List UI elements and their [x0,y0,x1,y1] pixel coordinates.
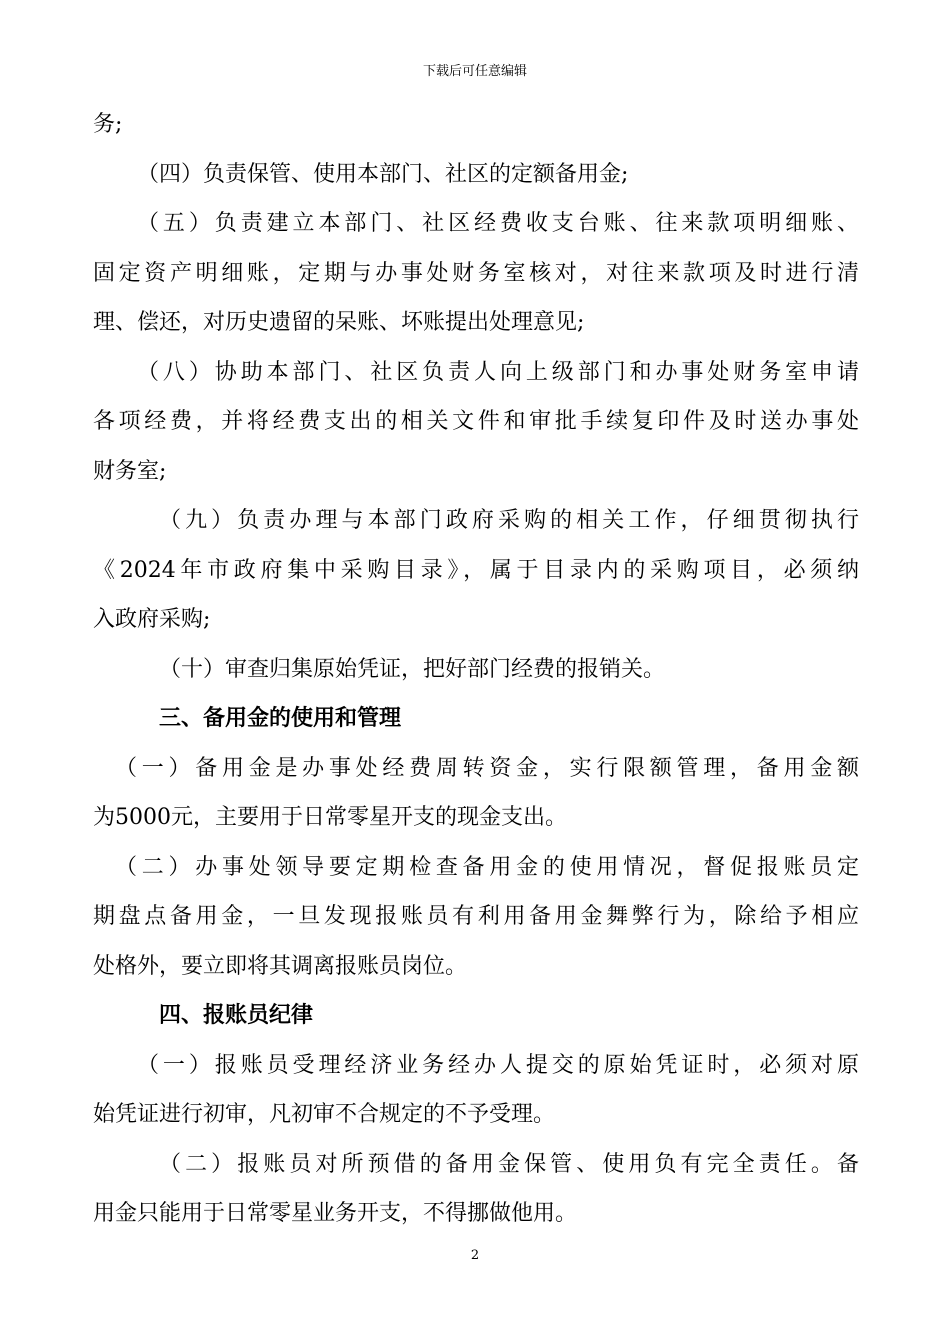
text-line: 期盘点备用金，一旦发现报账员有利用备用金舞弊行为，除给予相应 [93,904,859,929]
list-item-5: （五）负责建立本部门、社区经费收支台账、往来款项明细账、 [137,211,859,236]
text-line: 为5000元，主要用于日常零星开支的现金支出。 [93,805,567,830]
list-item-1: （一）报账员受理经济业务经办人提交的原始凭证时，必须对原 [137,1052,859,1078]
section-heading-3: 三、备用金的使用和管理 [159,706,402,731]
page-number: 2 [470,1248,480,1263]
text-line: 处格外，要立即将其调离报账员岗位。 [93,953,468,979]
list-item-8: （八）协助本部门、社区负责人向上级部门和办事处财务室申请 [137,359,859,385]
text-line: 《2024年市政府集中采购目录》，属于目录内的采购项目，必须纳 [93,557,859,583]
text-line: 财务室; [93,458,167,484]
page-header: 下载后可任意编辑 [422,64,527,79]
text-line: 始凭证进行初审，凡初审不合规定的不予受理。 [93,1102,556,1127]
section-heading-4: 四、报账员纪律 [159,1003,314,1028]
list-item-1: （一）备用金是办事处经费周转资金，实行限额管理，备用金额 [115,755,859,781]
text-line: 务; [93,112,123,137]
text-line: 各项经费，并将经费支出的相关文件和审批手续复印件及时送办事处 [93,409,859,434]
list-item-2: （二）办事处领导要定期检查备用金的使用情况，督促报账员定 [115,854,859,880]
text-line: 固定资产明细账，定期与办事处财务室核对，对往来款项及时进行清 [93,260,859,286]
document-body [93,100,859,1239]
list-item-4: （四）负责保管、使用本部门、社区的定额备用金; [137,161,629,187]
list-item-2: （二）报账员对所预借的备用金保管、使用负有完全责任。备 [159,1151,859,1177]
list-item-10: （十）审查归集原始凭证，把好部门经费的报销关。 [159,656,666,682]
text-line: 用金只能用于日常零星业务开支，不得挪做他用。 [93,1201,578,1226]
text-line: 理、偿还，对历史遗留的呆账、坏账提出处理意见; [93,310,585,335]
text-line: 入政府采购; [93,607,211,632]
list-item-9: （九）负责办理与本部门政府采购的相关工作，仔细贯彻执行 [159,508,859,533]
